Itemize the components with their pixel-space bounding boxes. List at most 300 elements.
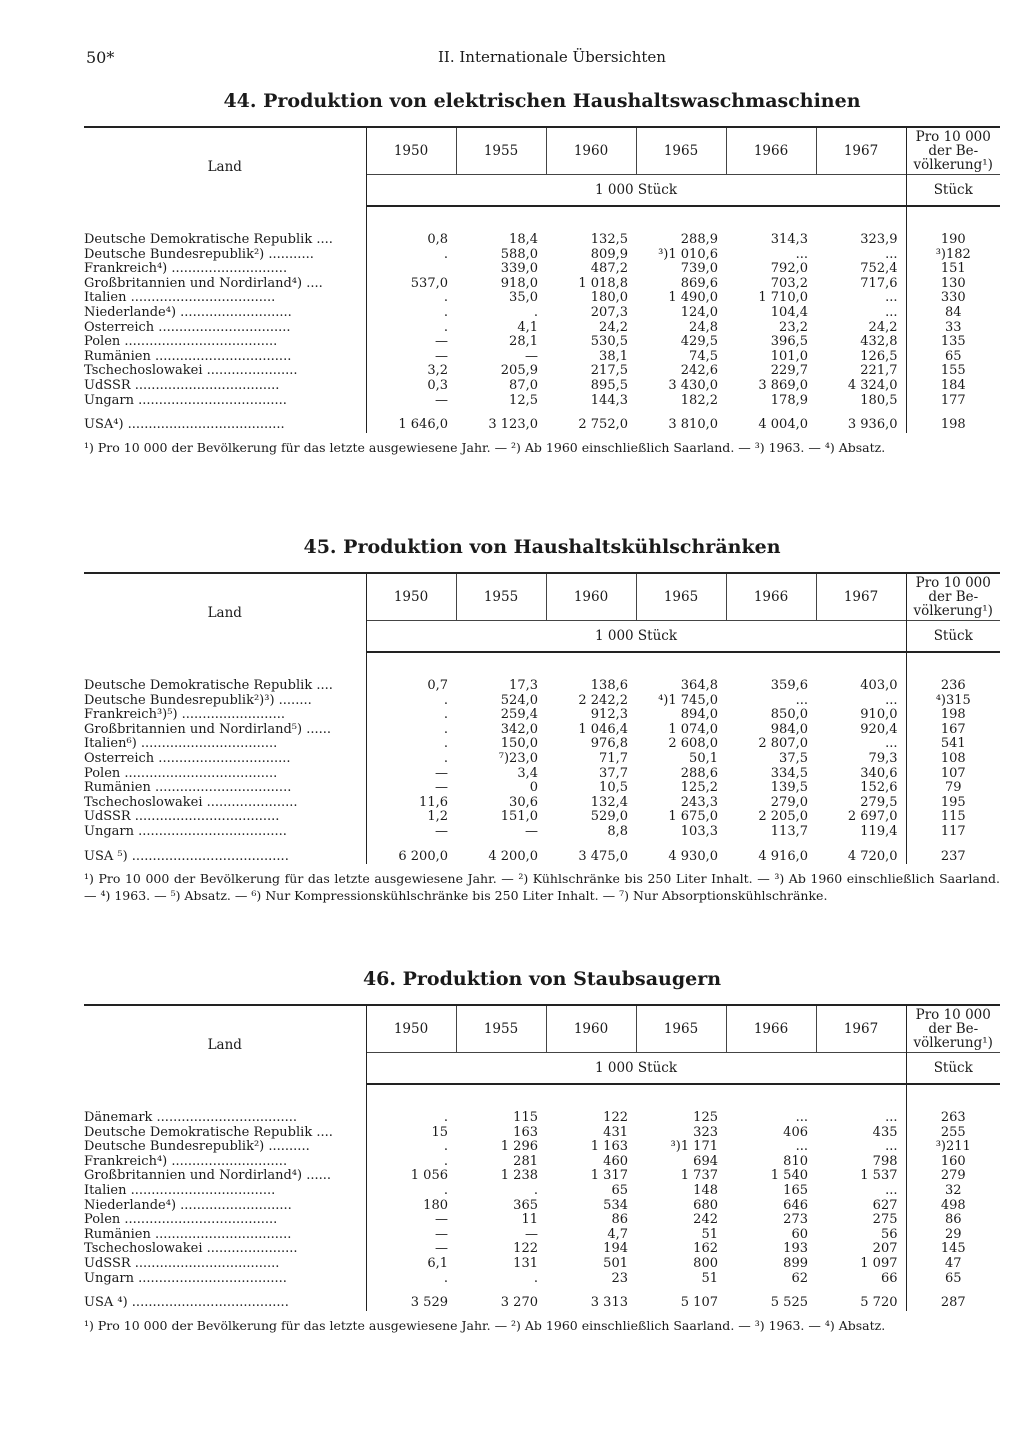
country-name: UdSSR ................................... bbox=[84, 1257, 366, 1272]
production-value: 703,2 bbox=[770, 275, 808, 291]
table-row bbox=[84, 694, 1000, 709]
production-value: 50,1 bbox=[689, 750, 718, 766]
country-name: Frankreich⁴) ............................ bbox=[84, 1155, 366, 1170]
production-value: 217,5 bbox=[590, 363, 628, 379]
table-row bbox=[84, 379, 1000, 394]
production-value: 17,3 bbox=[509, 678, 538, 693]
table-row bbox=[84, 825, 1000, 840]
production-value: 148 bbox=[693, 1182, 718, 1198]
country-name: Ungarn .................................... bbox=[84, 1272, 366, 1287]
production-value: 23 bbox=[611, 1270, 628, 1286]
table-row bbox=[84, 723, 1000, 738]
production-value: . bbox=[443, 304, 448, 320]
production-value: 165 bbox=[783, 1182, 808, 1198]
production-value: . bbox=[533, 1270, 538, 1286]
production-value: 869,6 bbox=[680, 275, 718, 291]
production-value: 288,9 bbox=[680, 232, 718, 247]
country-name: Großbritannien und Nordirland⁴) .... bbox=[84, 277, 366, 292]
country-name: Italien ................................... bbox=[84, 291, 366, 306]
table-row bbox=[84, 810, 1000, 825]
production-value: 132,4 bbox=[590, 794, 628, 810]
production-value: 5 525 bbox=[770, 1295, 808, 1311]
unit-label-per-10000: Stück bbox=[906, 621, 1000, 653]
per-10000-value: 84 bbox=[944, 304, 962, 320]
country-name: Deutsche Demokratische Republik .... bbox=[84, 679, 366, 694]
production-value: 2 697,0 bbox=[816, 810, 906, 825]
production-value: 792,0 bbox=[770, 261, 808, 277]
column-header-per-10000: Pro 10 000 der Be- völkerung¹) bbox=[906, 573, 1000, 621]
per-10000-value: 155 bbox=[940, 363, 966, 379]
production-value: 3 869,0 bbox=[758, 377, 808, 393]
production-value: 3 123,0 bbox=[488, 417, 538, 433]
production-value: 323,9 bbox=[816, 233, 906, 248]
production-value: — bbox=[435, 780, 448, 796]
per-10000-value: 237 bbox=[940, 848, 966, 864]
production-value: 460 bbox=[603, 1153, 628, 1169]
production-value: 163 bbox=[513, 1124, 538, 1140]
per-10000-value: 498 bbox=[940, 1197, 966, 1213]
production-value: 4 200,0 bbox=[488, 848, 538, 864]
production-value: 119,4 bbox=[816, 825, 906, 840]
table-row bbox=[84, 796, 1000, 811]
production-value: 152,6 bbox=[816, 781, 906, 796]
production-value: 273 bbox=[783, 1212, 808, 1228]
production-value: 5 107 bbox=[680, 1295, 718, 1311]
production-value: ... bbox=[795, 1139, 808, 1155]
table-row bbox=[84, 1272, 1000, 1287]
column-header-land: Land bbox=[84, 1005, 366, 1084]
column-header-year: 1955 bbox=[456, 573, 546, 621]
production-value: ... bbox=[816, 291, 906, 306]
per-10000-value: 29 bbox=[944, 1226, 962, 1242]
production-value: 243,3 bbox=[680, 794, 718, 810]
production-value: 984,0 bbox=[770, 721, 808, 737]
production-value: 1,2 bbox=[427, 809, 448, 825]
table-section bbox=[84, 968, 1000, 1334]
country-name: Großbritannien und Nordirland⁴) ...... bbox=[84, 1169, 366, 1184]
production-value: — bbox=[435, 765, 448, 781]
production-value: 899 bbox=[783, 1255, 808, 1271]
column-header-year: 1955 bbox=[456, 127, 546, 175]
per-10000-value: 107 bbox=[940, 765, 966, 781]
production-value: 205,9 bbox=[500, 363, 538, 379]
column-header-year: 1967 bbox=[816, 573, 906, 621]
production-value: 86 bbox=[611, 1212, 628, 1228]
production-value: 406 bbox=[783, 1124, 808, 1140]
production-value: 5 720 bbox=[816, 1296, 906, 1311]
production-value: . bbox=[443, 707, 448, 723]
production-value: 798 bbox=[816, 1155, 906, 1170]
production-value: 529,0 bbox=[590, 809, 628, 825]
production-value: 12,5 bbox=[509, 392, 538, 408]
column-header-year: 1965 bbox=[636, 127, 726, 175]
production-value: ... bbox=[795, 692, 808, 708]
table-row-usa bbox=[84, 418, 1000, 433]
country-name: Deutsche Bundesrepublik²) ........... bbox=[84, 248, 366, 263]
unit-label-per-10000: Stück bbox=[906, 1053, 1000, 1085]
production-value: 342,0 bbox=[500, 721, 538, 737]
production-value: 103,3 bbox=[680, 823, 718, 839]
production-value: 279,0 bbox=[770, 794, 808, 810]
production-value: ... bbox=[816, 694, 906, 709]
production-value: 259,4 bbox=[500, 707, 538, 723]
production-value: 1 018,8 bbox=[578, 275, 628, 291]
column-header-per-10000: Pro 10 000 der Be- völkerung¹) bbox=[906, 1005, 1000, 1053]
per-10000-value: 255 bbox=[940, 1124, 966, 1140]
production-value: 1 074,0 bbox=[668, 721, 718, 737]
production-value: 150,0 bbox=[500, 736, 538, 752]
column-header-year: 1950 bbox=[366, 127, 456, 175]
per-10000-value: 117 bbox=[940, 823, 966, 839]
production-value: 115 bbox=[513, 1110, 538, 1125]
production-value: 1 646,0 bbox=[398, 417, 448, 433]
table-section bbox=[84, 90, 1000, 456]
table-row bbox=[84, 306, 1000, 321]
production-value: 38,1 bbox=[599, 348, 628, 364]
production-value: 537,0 bbox=[410, 275, 448, 291]
production-value: 2 752,0 bbox=[578, 417, 628, 433]
production-value: . bbox=[443, 1270, 448, 1286]
production-value: 113,7 bbox=[770, 823, 808, 839]
country-name: Österreich ................................ bbox=[84, 752, 366, 767]
country-name: Großbritannien und Nordirland⁵) ...... bbox=[84, 723, 366, 738]
table-row bbox=[84, 1111, 1000, 1126]
country-name: Deutsche Bundesrepublik²) .......... bbox=[84, 1140, 366, 1155]
production-value: 139,5 bbox=[770, 780, 808, 796]
production-value: 680 bbox=[693, 1197, 718, 1213]
production-value: 339,0 bbox=[500, 261, 538, 277]
per-10000-value: 160 bbox=[940, 1153, 966, 1169]
per-10000-value: 151 bbox=[940, 261, 966, 277]
production-value: — bbox=[435, 334, 448, 350]
table-row bbox=[84, 679, 1000, 694]
production-value: 66 bbox=[816, 1272, 906, 1287]
table-row bbox=[84, 262, 1000, 277]
production-value: 1 296 bbox=[500, 1139, 538, 1155]
production-value: . bbox=[443, 1139, 448, 1155]
country-name: USA ⁵) ...................................... bbox=[84, 850, 366, 865]
production-value: 178,9 bbox=[770, 392, 808, 408]
production-value: 530,5 bbox=[590, 334, 628, 350]
production-value: 3 810,0 bbox=[668, 417, 718, 433]
column-header-year: 1966 bbox=[726, 1005, 816, 1053]
production-value: 125 bbox=[693, 1110, 718, 1125]
production-value: 8,8 bbox=[607, 823, 628, 839]
production-value: 501 bbox=[603, 1255, 628, 1271]
data-table bbox=[84, 572, 1000, 864]
production-value: 10,5 bbox=[599, 780, 628, 796]
table-row bbox=[84, 248, 1000, 263]
production-value: 126,5 bbox=[816, 350, 906, 365]
table-row bbox=[84, 1126, 1000, 1141]
production-value: 1 056 bbox=[410, 1168, 448, 1184]
production-value: 56 bbox=[816, 1228, 906, 1243]
production-value: 162 bbox=[693, 1241, 718, 1257]
country-name: Deutsche Demokratische Republik .... bbox=[84, 1126, 366, 1141]
production-value: 125,2 bbox=[680, 780, 718, 796]
column-header-year: 1960 bbox=[546, 1005, 636, 1053]
production-value: . bbox=[443, 1182, 448, 1198]
table-row bbox=[84, 335, 1000, 350]
table-row bbox=[84, 1199, 1000, 1214]
production-value: 694 bbox=[693, 1153, 718, 1169]
production-value: 281 bbox=[513, 1153, 538, 1169]
production-value: 122 bbox=[603, 1110, 628, 1125]
table-row bbox=[84, 394, 1000, 409]
column-header-year: 1950 bbox=[366, 1005, 456, 1053]
production-value: 4 930,0 bbox=[668, 848, 718, 864]
per-10000-value: 65 bbox=[944, 1270, 962, 1286]
column-header-year: 1955 bbox=[456, 1005, 546, 1053]
production-value: 0,8 bbox=[427, 232, 448, 247]
production-value: 6 200,0 bbox=[398, 848, 448, 864]
production-value: 11 bbox=[521, 1212, 538, 1228]
production-value: 432,8 bbox=[816, 335, 906, 350]
production-value: 151,0 bbox=[500, 809, 538, 825]
running-head: II. Internationale Übersichten bbox=[438, 48, 666, 66]
production-value: 1 737 bbox=[680, 1168, 718, 1184]
country-name: Niederlande⁴) ........................... bbox=[84, 306, 366, 321]
production-value: ⁴)1 745,0 bbox=[658, 692, 718, 708]
table-row bbox=[84, 233, 1000, 248]
production-value: — bbox=[435, 392, 448, 408]
production-value: 30,6 bbox=[509, 794, 538, 810]
data-table bbox=[84, 1004, 1000, 1311]
country-name: Deutsche Bundesrepublik²)³) ........ bbox=[84, 694, 366, 709]
production-value: ... bbox=[795, 1110, 808, 1125]
production-value: — bbox=[525, 823, 538, 839]
table-row bbox=[84, 1169, 1000, 1184]
production-value: 2 205,0 bbox=[758, 809, 808, 825]
production-value: 810 bbox=[783, 1153, 808, 1169]
table-row bbox=[84, 1184, 1000, 1199]
production-value: 910,0 bbox=[816, 708, 906, 723]
production-value: 24,2 bbox=[816, 321, 906, 336]
table-row bbox=[84, 781, 1000, 796]
production-value: 0 bbox=[529, 780, 538, 796]
per-10000-value: 190 bbox=[940, 232, 966, 247]
production-value: . bbox=[443, 721, 448, 737]
country-name: Dänemark .................................. bbox=[84, 1111, 366, 1126]
production-value: 71,7 bbox=[599, 750, 628, 766]
production-value: 627 bbox=[816, 1199, 906, 1214]
production-value: — bbox=[435, 1212, 448, 1228]
country-name: Ungarn .................................... bbox=[84, 825, 366, 840]
production-value: 646 bbox=[783, 1197, 808, 1213]
per-10000-value: 33 bbox=[944, 319, 962, 335]
column-header-per-10000: Pro 10 000 der Be- völkerung¹) bbox=[906, 127, 1000, 175]
production-value: 3 313 bbox=[590, 1295, 628, 1311]
production-value: — bbox=[435, 348, 448, 364]
table-row bbox=[84, 1140, 1000, 1155]
production-value: 65 bbox=[611, 1182, 628, 1198]
production-value: 3 430,0 bbox=[668, 377, 718, 393]
table-row bbox=[84, 1228, 1000, 1243]
per-10000-value: 135 bbox=[940, 334, 966, 350]
table-row bbox=[84, 767, 1000, 782]
production-value: 207 bbox=[816, 1242, 906, 1257]
column-header-year: 1966 bbox=[726, 127, 816, 175]
per-10000-value: 198 bbox=[940, 707, 966, 723]
production-value: 1 675,0 bbox=[668, 809, 718, 825]
per-10000-value: 177 bbox=[940, 392, 966, 408]
production-value: 193 bbox=[783, 1241, 808, 1257]
production-value: 850,0 bbox=[770, 707, 808, 723]
production-value: 28,1 bbox=[509, 334, 538, 350]
production-value: . bbox=[443, 1153, 448, 1169]
production-value: 180,0 bbox=[590, 290, 628, 306]
country-name: Tschechoslowakei ...................... bbox=[84, 796, 366, 811]
production-value: 396,5 bbox=[770, 334, 808, 350]
table-row bbox=[84, 737, 1000, 752]
per-10000-value: 198 bbox=[940, 417, 966, 433]
country-name: Deutsche Demokratische Republik .... bbox=[84, 233, 366, 248]
production-value: 1 163 bbox=[590, 1139, 628, 1155]
table-row-usa bbox=[84, 1296, 1000, 1311]
table-row bbox=[84, 364, 1000, 379]
production-value: — bbox=[435, 1226, 448, 1242]
table-row bbox=[84, 1257, 1000, 1272]
production-value: 1 317 bbox=[590, 1168, 628, 1184]
production-value: 1 537 bbox=[816, 1169, 906, 1184]
table-row bbox=[84, 321, 1000, 336]
country-name: Tschechoslowakei ...................... bbox=[84, 1242, 366, 1257]
production-value: 2 242,2 bbox=[578, 692, 628, 708]
production-value: 895,5 bbox=[590, 377, 628, 393]
production-value: 3,2 bbox=[427, 363, 448, 379]
production-value: 2 807,0 bbox=[758, 736, 808, 752]
production-value: 24,8 bbox=[689, 319, 718, 335]
country-name: UdSSR ................................... bbox=[84, 379, 366, 394]
production-value: 132,5 bbox=[590, 232, 628, 247]
production-value: . bbox=[533, 1182, 538, 1198]
page-number: 50* bbox=[86, 48, 115, 67]
country-name: Frankreich³)⁵) ......................... bbox=[84, 708, 366, 723]
per-10000-value: ³)211 bbox=[935, 1139, 971, 1155]
country-name: Ungarn .................................... bbox=[84, 394, 366, 409]
production-value: 717,6 bbox=[816, 277, 906, 292]
production-value: 340,6 bbox=[816, 767, 906, 782]
column-header-land: Land bbox=[84, 127, 366, 206]
footnote: ¹) Pro 10 000 der Bevölkerung für das letzte ausgewiesene Jahr. — ²) Kühlschränke bis 250 Liter Inhalt. — ³) Ab 1960 einschließlich Saarland. — ⁴) 1963. — ⁵) Absatz. — ⁶) Nur Kompressionskühlschränke bis 250 Liter Inhalt. — ⁷) Nur Absorptionskühlschränke. bbox=[84, 871, 1000, 904]
unit-label-per-10000: Stück bbox=[906, 175, 1000, 207]
production-value: 429,5 bbox=[680, 334, 718, 350]
per-10000-value: 32 bbox=[944, 1182, 962, 1198]
table-row-usa bbox=[84, 850, 1000, 865]
production-value: 60 bbox=[791, 1226, 808, 1242]
per-10000-value: 279 bbox=[940, 1168, 966, 1184]
production-value: 435 bbox=[816, 1126, 906, 1141]
production-value: 79,3 bbox=[816, 752, 906, 767]
production-value: ... bbox=[795, 246, 808, 262]
column-header-year: 1960 bbox=[546, 573, 636, 621]
production-value: 0,3 bbox=[427, 377, 448, 393]
per-10000-value: 79 bbox=[944, 780, 962, 796]
country-name: Italien⁶) ................................. bbox=[84, 737, 366, 752]
production-value: 894,0 bbox=[680, 707, 718, 723]
production-value: 976,8 bbox=[590, 736, 628, 752]
production-value: 37,5 bbox=[779, 750, 808, 766]
production-value: 124,0 bbox=[680, 304, 718, 320]
per-10000-value: 287 bbox=[940, 1295, 966, 1311]
production-value: 24,2 bbox=[599, 319, 628, 335]
production-value: 279,5 bbox=[816, 796, 906, 811]
production-value: 122 bbox=[513, 1241, 538, 1257]
production-value: 487,2 bbox=[590, 261, 628, 277]
unit-label: 1 000 Stück bbox=[366, 175, 906, 207]
production-value: 918,0 bbox=[500, 275, 538, 291]
production-value: 51 bbox=[701, 1270, 718, 1286]
production-value: 207,3 bbox=[590, 304, 628, 320]
production-value: 912,3 bbox=[590, 707, 628, 723]
production-value: 23,2 bbox=[779, 319, 808, 335]
production-value: ³)1 010,6 bbox=[658, 246, 718, 262]
country-name: Tschechoslowakei ...................... bbox=[84, 364, 366, 379]
production-value: 2 608,0 bbox=[668, 736, 718, 752]
production-value: . bbox=[533, 304, 538, 320]
production-value: 37,7 bbox=[599, 765, 628, 781]
production-value: 180 bbox=[423, 1197, 448, 1213]
country-name: Polen ..................................... bbox=[84, 767, 366, 782]
table-row bbox=[84, 350, 1000, 365]
production-value: 101,0 bbox=[770, 348, 808, 364]
per-10000-value: 86 bbox=[944, 1212, 962, 1228]
production-value: 1 097 bbox=[816, 1257, 906, 1272]
column-header-year: 1965 bbox=[636, 1005, 726, 1053]
production-value: ³)1 171 bbox=[670, 1139, 718, 1155]
table-row bbox=[84, 1213, 1000, 1228]
country-name: Niederlande⁴) ........................... bbox=[84, 1199, 366, 1214]
per-10000-value: ⁴)315 bbox=[935, 692, 971, 708]
production-value: ... bbox=[816, 1184, 906, 1199]
country-name: Polen ..................................... bbox=[84, 335, 366, 350]
production-value: 35,0 bbox=[509, 290, 538, 306]
production-value: 288,6 bbox=[680, 765, 718, 781]
production-value: 4 720,0 bbox=[816, 850, 906, 865]
table-row bbox=[84, 752, 1000, 767]
production-value: 6,1 bbox=[427, 1255, 448, 1271]
country-name: Frankreich⁴) ............................ bbox=[84, 262, 366, 277]
per-10000-value: 263 bbox=[940, 1110, 966, 1125]
data-table bbox=[84, 126, 1000, 433]
country-name: Rumänien ................................. bbox=[84, 350, 366, 365]
footnote: ¹) Pro 10 000 der Bevölkerung für das letzte ausgewiesene Jahr. — ²) Ab 1960 einschließlich Saarland. — ³) 1963. — ⁴) Absatz. bbox=[84, 439, 886, 455]
production-value: . bbox=[443, 319, 448, 335]
production-value: 104,4 bbox=[770, 304, 808, 320]
production-value: 180,5 bbox=[816, 394, 906, 409]
production-value: 920,4 bbox=[816, 723, 906, 738]
production-value: 364,8 bbox=[680, 678, 718, 693]
column-header-year: 1967 bbox=[816, 127, 906, 175]
table-row bbox=[84, 708, 1000, 723]
production-value: ... bbox=[816, 1140, 906, 1155]
table-row bbox=[84, 1155, 1000, 1170]
production-value: ... bbox=[816, 737, 906, 752]
production-value: 4,1 bbox=[517, 319, 538, 335]
production-value: 4,7 bbox=[607, 1226, 628, 1242]
production-value: 3 529 bbox=[410, 1295, 448, 1311]
production-value: 4 916,0 bbox=[758, 848, 808, 864]
per-10000-value: 130 bbox=[940, 275, 966, 291]
production-value: — bbox=[435, 823, 448, 839]
per-10000-value: 330 bbox=[940, 290, 966, 306]
production-value: ... bbox=[816, 306, 906, 321]
production-value: 275 bbox=[816, 1213, 906, 1228]
production-value: 739,0 bbox=[680, 261, 718, 277]
production-value: 74,5 bbox=[689, 348, 718, 364]
per-10000-value: ³)182 bbox=[935, 246, 971, 262]
production-value: 87,0 bbox=[509, 377, 538, 393]
